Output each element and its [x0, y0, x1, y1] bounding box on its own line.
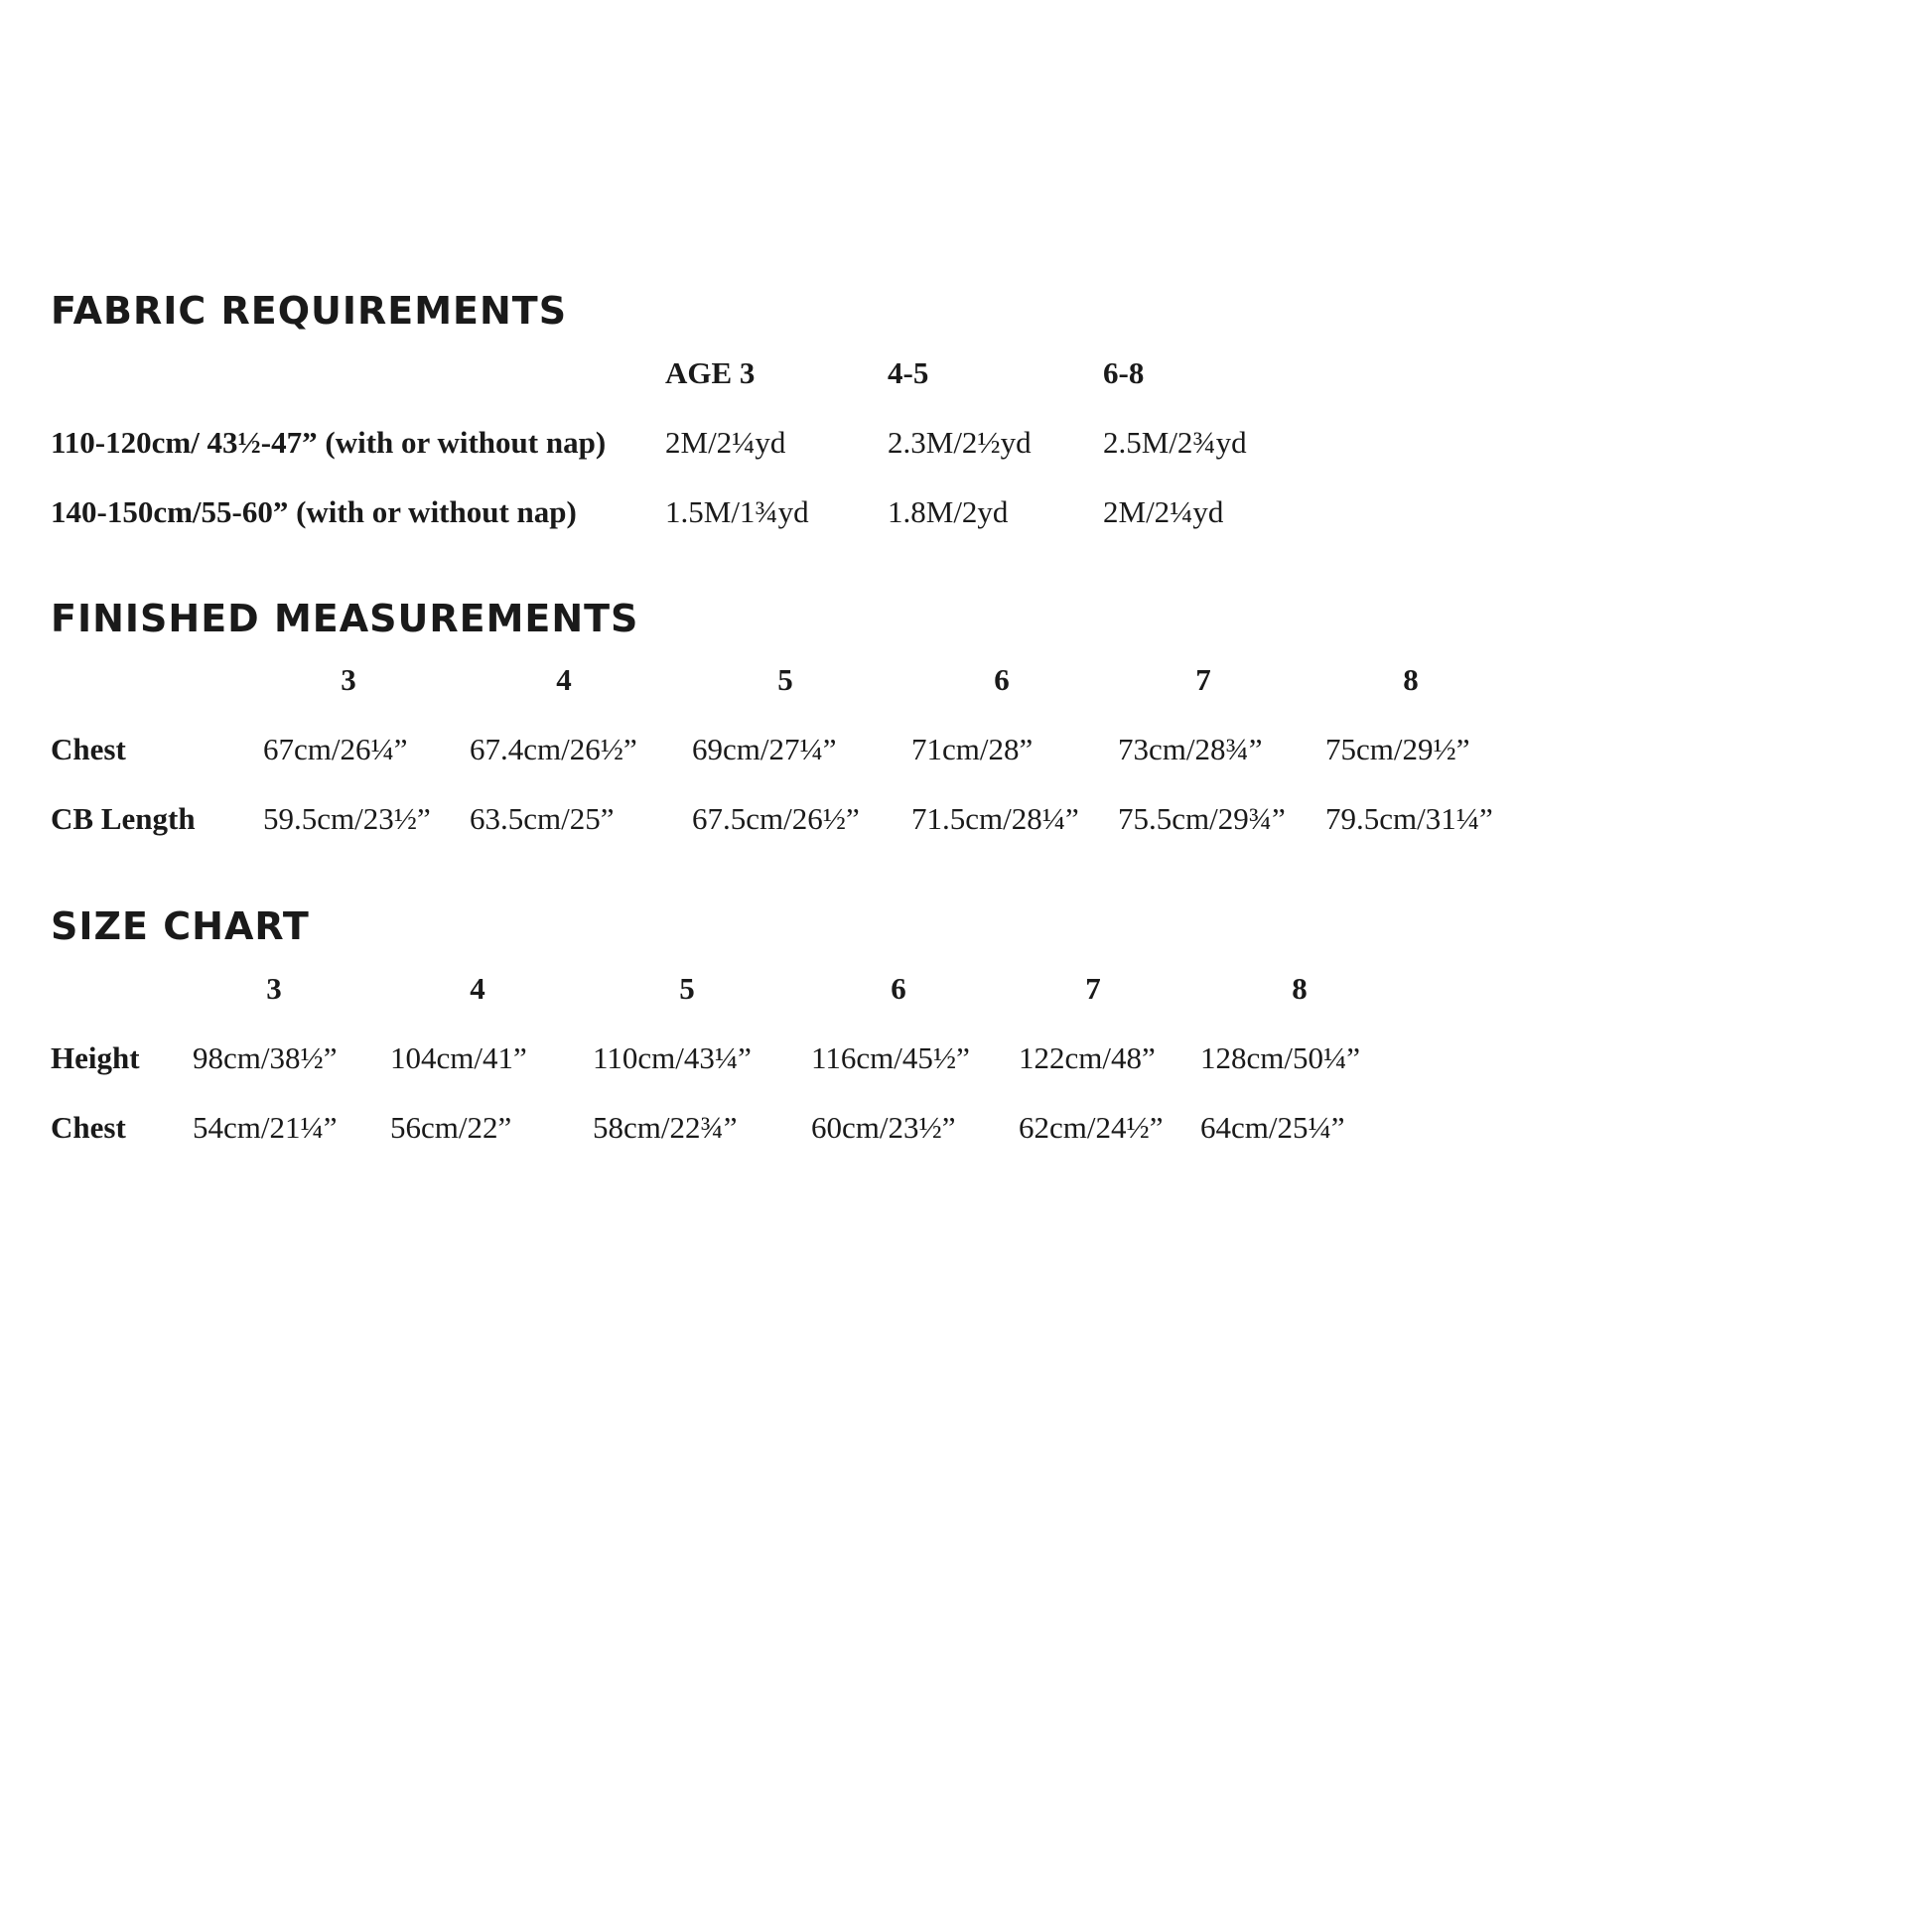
fabric-row-label: 110-120cm/ 43½-47” (with or without nap)	[51, 425, 607, 460]
finished-size-header: 8	[1403, 662, 1419, 697]
fabric-col-header: 4-5	[888, 355, 929, 390]
finished-row-label: CB Length	[51, 801, 196, 836]
sizechart-cell: 122cm/48”	[1019, 1040, 1156, 1075]
finished-measurements-heading: FINISHED MEASUREMENTS	[51, 597, 639, 640]
finished-size-header: 4	[556, 662, 572, 697]
sizechart-row-label: Height	[51, 1040, 140, 1075]
sizechart-cell: 54cm/21¼”	[193, 1110, 338, 1145]
finished-cell: 75.5cm/29¾”	[1118, 801, 1286, 836]
finished-row-label: Chest	[51, 732, 126, 766]
finished-cell: 73cm/28¾”	[1118, 732, 1263, 766]
fabric-col-header: 6-8	[1103, 355, 1145, 390]
finished-cell: 71.5cm/28¼”	[911, 801, 1079, 836]
finished-cell: 63.5cm/25”	[470, 801, 615, 836]
fabric-cell: 2.5M/2¾yd	[1103, 425, 1247, 460]
sizechart-cell: 58cm/22¾”	[593, 1110, 738, 1145]
fabric-row-label: 140-150cm/55-60” (with or without nap)	[51, 494, 577, 529]
sizechart-cell: 62cm/24½”	[1019, 1110, 1164, 1145]
sizechart-size-header: 8	[1292, 971, 1308, 1006]
sizechart-row-label: Chest	[51, 1110, 126, 1145]
finished-cell: 67cm/26¼”	[263, 732, 408, 766]
fabric-requirements-heading: FABRIC REQUIREMENTS	[51, 289, 568, 333]
fabric-cell: 2.3M/2½yd	[888, 425, 1032, 460]
sizechart-size-header: 6	[891, 971, 906, 1006]
finished-size-header: 5	[777, 662, 793, 697]
finished-cell: 75cm/29½”	[1325, 732, 1470, 766]
fabric-cell: 1.5M/1¾yd	[665, 494, 809, 529]
fabric-cell: 2M/2¼yd	[1103, 494, 1224, 529]
sizechart-size-header: 4	[470, 971, 485, 1006]
sizechart-size-header: 7	[1085, 971, 1101, 1006]
fabric-cell: 1.8M/2yd	[888, 494, 1009, 529]
sizechart-cell: 56cm/22”	[390, 1110, 512, 1145]
sizechart-cell: 116cm/45½”	[811, 1040, 970, 1075]
fabric-col-header: AGE 3	[665, 355, 756, 390]
sizechart-size-header: 5	[679, 971, 695, 1006]
finished-cell: 71cm/28”	[911, 732, 1034, 766]
sizechart-cell: 128cm/50¼”	[1200, 1040, 1360, 1075]
finished-cell: 59.5cm/23½”	[263, 801, 431, 836]
size-chart-heading: SIZE CHART	[51, 904, 310, 948]
sizechart-cell: 98cm/38½”	[193, 1040, 338, 1075]
finished-size-header: 6	[994, 662, 1010, 697]
finished-cell: 79.5cm/31¼”	[1325, 801, 1493, 836]
sizechart-cell: 64cm/25¼”	[1200, 1110, 1345, 1145]
fabric-cell: 2M/2¼yd	[665, 425, 786, 460]
sizechart-cell: 60cm/23½”	[811, 1110, 956, 1145]
sizechart-size-header: 3	[266, 971, 282, 1006]
finished-cell: 67.4cm/26½”	[470, 732, 637, 766]
finished-cell: 69cm/27¼”	[692, 732, 837, 766]
sizechart-cell: 110cm/43¼”	[593, 1040, 752, 1075]
finished-size-header: 3	[341, 662, 356, 697]
finished-size-header: 7	[1195, 662, 1211, 697]
sizechart-cell: 104cm/41”	[390, 1040, 527, 1075]
finished-cell: 67.5cm/26½”	[692, 801, 860, 836]
